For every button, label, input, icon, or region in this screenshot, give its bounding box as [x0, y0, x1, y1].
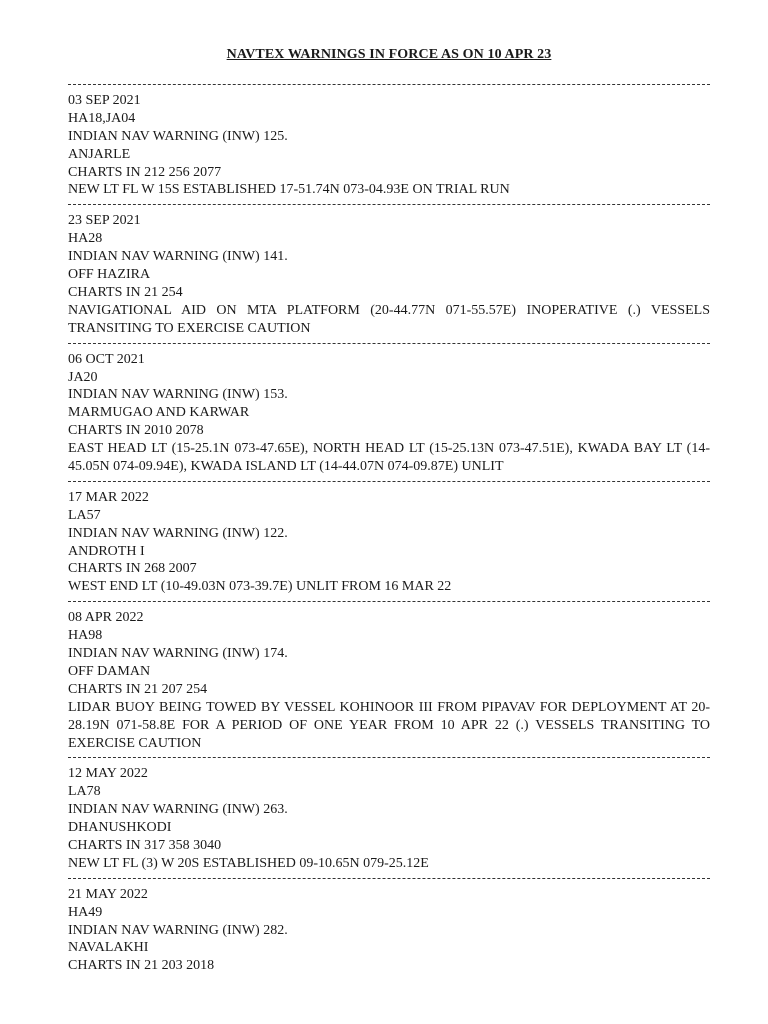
- warning-entry: [68, 757, 710, 877]
- warning-date: 17 MAR 2022: [68, 489, 149, 505]
- warning-text: LIDAR BUOY BEING TOWED BY VESSEL KOHINOOR III FROM PIPAVAV FOR DEPLOYMENT AT 20-28.19N 071-58.8E FOR A PERIOD OF ONE YEAR FROM 10 APR 22 (.) VESSELS TRANSITING TO EXERCISE CAUTION: [68, 699, 710, 751]
- warning-number: INDIAN NAV WARNING (INW) 263.: [68, 802, 288, 818]
- warning-date: 21 MAY 2022: [68, 886, 148, 902]
- warning-date: 06 OCT 2021: [68, 351, 145, 367]
- warning-number: INDIAN NAV WARNING (INW) 153.: [68, 387, 288, 403]
- warning-code: LA57: [68, 507, 101, 523]
- warning-charts: CHARTS IN 317 358 3040: [68, 837, 222, 853]
- warning-code: HA18,JA04: [68, 110, 136, 126]
- warning-date: 12 MAY 2022: [68, 766, 148, 782]
- warning-charts: CHARTS IN 268 2007: [68, 561, 197, 577]
- warning-text: NEW LT FL W 15S ESTABLISHED 17-51.74N 073-04.93E ON TRIAL RUN: [68, 182, 510, 198]
- warning-code: HA28: [68, 231, 103, 247]
- warning-text: NAVIGATIONAL AID ON MTA PLATFORM (20-44.77N 071-55.57E) INOPERATIVE (.) VESSELS TRANSITING TO EXERCISE CAUTION: [68, 302, 710, 336]
- warning-code: JA20: [68, 369, 98, 385]
- warning-entry: [68, 878, 710, 980]
- document-title: NAVTEX WARNINGS IN FORCE AS ON 10 APR 23: [226, 47, 552, 62]
- warning-code: HA49: [68, 904, 103, 920]
- warning-entry: [68, 343, 710, 481]
- warning-text: EAST HEAD LT (15-25.1N 073-47.65E), NORTH HEAD LT (15-25.13N 073-47.51E), KWADA BAY LT (14-45.05N 074-09.94E), KWADA ISLAND LT (14-44.07N 074-09.87E) UNLIT: [68, 441, 710, 474]
- warning-code: LA78: [68, 784, 101, 800]
- warning-area: NAVALAKHI: [68, 940, 149, 956]
- warning-charts: CHARTS IN 212 256 2077: [68, 164, 222, 180]
- warning-text: WEST END LT (10-49.03N 073-39.7E) UNLIT FROM 16 MAR 22: [68, 579, 452, 595]
- warning-area: ANJARLE: [68, 146, 131, 162]
- warning-area: DHANUSHKODI: [68, 820, 172, 836]
- warning-number: INDIAN NAV WARNING (INW) 141.: [68, 249, 288, 265]
- warning-entry: [68, 84, 710, 204]
- warning-code: HA98: [68, 628, 103, 644]
- warning-charts: CHARTS IN 2010 2078: [68, 423, 204, 439]
- warning-charts: CHARTS IN 21 254: [68, 284, 183, 300]
- warning-area: OFF DAMAN: [68, 663, 151, 679]
- warning-entry: [68, 481, 710, 601]
- warning-date: 03 SEP 2021: [68, 93, 141, 108]
- warning-number: INDIAN NAV WARNING (INW) 125.: [68, 128, 288, 144]
- warning-date: 08 APR 2022: [68, 610, 144, 626]
- warning-text: NEW LT FL (3) W 20S ESTABLISHED 09-10.65N 079-25.12E: [68, 855, 429, 871]
- warning-area: OFF HAZIRA: [68, 267, 151, 283]
- warning-charts: CHARTS IN 21 203 2018: [68, 958, 215, 974]
- warning-number: INDIAN NAV WARNING (INW) 282.: [68, 922, 288, 938]
- warning-area: ANDROTH I: [68, 543, 145, 559]
- warning-number: INDIAN NAV WARNING (INW) 174.: [68, 646, 288, 662]
- warning-date: 23 SEP 2021: [68, 213, 141, 229]
- warning-entry: [68, 204, 710, 342]
- warning-charts: CHARTS IN 21 207 254: [68, 681, 208, 697]
- warning-number: INDIAN NAV WARNING (INW) 122.: [68, 525, 288, 541]
- warnings-list: [68, 84, 710, 980]
- warning-area: MARMUGAO AND KARWAR: [68, 405, 250, 421]
- warning-entry: [68, 601, 710, 757]
